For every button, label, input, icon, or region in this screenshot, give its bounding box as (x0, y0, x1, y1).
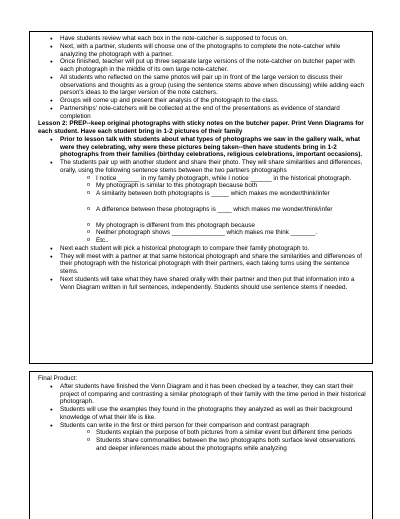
list-item (38, 422, 366, 453)
list-item: ● Students will use the examples they found in the photographs they analyzed as well as their background knowledge of what their life is like. (38, 406, 366, 422)
stem-item: o I notice ______ in my family photograph, while I notice ______ in the historical photograph. (60, 175, 366, 183)
lesson-plan-box (29, 31, 373, 364)
final-product-sublist (60, 429, 366, 452)
procedure-list (38, 35, 366, 120)
lesson-2-heading: Lesson 2: PREP--keep original photographs with sticky notes on the butcher paper. Print Venn Diagrams for each student. Have each student bring in 1-2 pictures of their family (38, 120, 364, 135)
list-item: ● They will meet with a partner at that same historical photograph and share the similarities and differences of their photograph with the historical photograph with their partners, each taking turns using the sentence stems. (38, 253, 366, 276)
list-item: ● Prior to lesson talk with students about what types of photographs we saw in the gallery walk, what were they celebrating, why were these pictures being taken--then have students bring in 1-2 photographs from their families (birthday celebrations, religious celebrations, important occasions). (38, 136, 366, 159)
list-item: ● Have students review what each box in the note-catcher is supposed to focus on. (38, 35, 366, 43)
stem-item: o My photograph is different from this photograph because (60, 222, 366, 230)
sub-item: o Students explain the purpose of both pictures from a similar event but different time periods (60, 429, 366, 437)
list-item: ● Groups will come up and present their analysis of the photograph to the class. (38, 97, 366, 105)
list-item: ● Next each student will pick a historical photograph to compare their family photograph to. (38, 245, 366, 253)
list-item-text: The students pair up with another student and share their photo. They will share similarities and differences, orally, using the following sentence stems between the two partners photographs (60, 159, 363, 174)
stem-item: o Etc.. (60, 237, 366, 245)
sentence-stems (60, 175, 366, 245)
list-item: ● All students who reflected on the same photos will pair up in front of the large version to discuss their observations and thoughts as a group (using the sentence stems above when discussing) while adding each person's ideas to the larger version of the note catchers. (38, 74, 366, 97)
list-item: ● Next students will take what they have shared orally with their partner and then put that information into a Venn Diagram written in full sentences, independently. Students should use sentence stems if needed. (38, 276, 366, 292)
final-product-list (38, 383, 366, 453)
final-product-box (29, 371, 373, 519)
list-item: ● Partnerships' note-catchers will be collected at the end of the presentations as evidence of standard completion (38, 105, 366, 121)
stem-item: o My photograph is similar to this photograph because both (60, 182, 366, 190)
lesson-2-list (38, 136, 366, 292)
list-item: ● Next, with a partner, students will choose one of the photographs to complete the note-catcher while analyzing the photograph with a partner. (38, 43, 366, 59)
list-item-text: Students can write in the first or third person for their comparison and contrast paragraph (60, 421, 310, 429)
list-item (38, 159, 366, 245)
stem-item: o Neither photograph shows _______________ which makes me think _______. (60, 229, 366, 237)
sub-item: o Students share commonalities between the two photographs both surface level observations and deeper inferences made about the photographs while analyzing (60, 437, 366, 453)
list-item: ● After students have finished the Venn Diagram and it has been checked by a teacher, they can start their project of comparing and contrasting a similar photograph of their family with the time period in their historical photograph. (38, 383, 366, 406)
stem-item: o A similarity between both photographs is _____ which makes me wonder/think/infer (60, 190, 366, 198)
stem-item: o A difference between these photographs is ____ which makes me wonder/think/infer (60, 206, 366, 214)
final-product-heading: Final Product: (38, 375, 78, 382)
list-item: ● Once finished, teacher will put up three separate large versions of the note-catcher on butcher paper with each photograph in the middle of its own large note-catcher. (38, 58, 366, 74)
